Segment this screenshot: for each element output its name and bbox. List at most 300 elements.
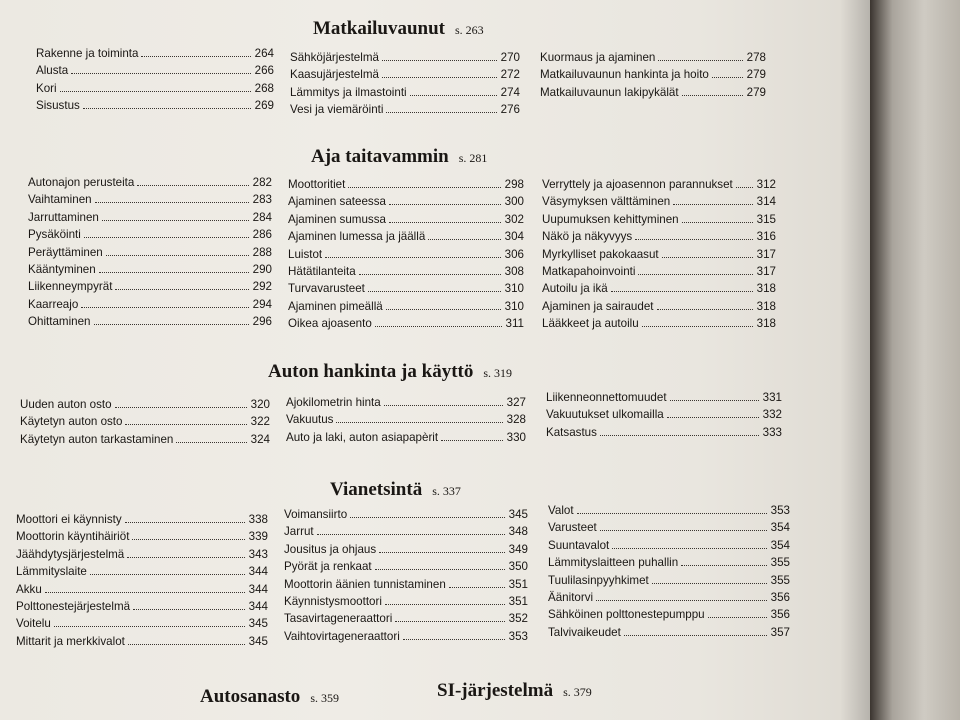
toc-entry-page: 352: [508, 612, 528, 626]
toc-entry-title: Katsastus: [546, 425, 597, 439]
toc-entry-title: Matkailuvaunun lakipykälät: [540, 85, 679, 99]
dot-leader: [71, 62, 250, 74]
toc-entry-page: 317: [756, 264, 776, 278]
footer-page: s. 379: [563, 685, 592, 699]
toc-entry: [290, 66, 520, 83]
toc-entry-title: Jousitus ja ohjaus: [284, 542, 377, 556]
toc-entry-page: 282: [252, 176, 272, 189]
toc-entry: [288, 211, 524, 228]
toc-entry: [548, 519, 790, 536]
dot-leader: [176, 431, 246, 443]
dot-leader: [736, 176, 753, 188]
toc-entry-page: 355: [770, 556, 790, 570]
toc-entry-page: 304: [504, 230, 524, 244]
dot-leader: [382, 66, 497, 78]
toc-entry: [28, 191, 272, 208]
toc-entry-title: Liikenneonnettomuudet: [546, 391, 667, 404]
toc-entry-title: Sisustus: [36, 99, 80, 113]
toc-entry-title: Käynnistysmoottori: [284, 594, 382, 608]
toc-entry-title: Lämmitys ja ilmastointi: [290, 85, 407, 99]
dot-leader: [600, 424, 759, 436]
toc-entry: [542, 228, 776, 245]
toc-entry-page: 279: [746, 85, 766, 99]
dot-leader: [375, 315, 502, 327]
toc-column: [546, 389, 782, 441]
toc-entry-page: 316: [756, 230, 776, 244]
footer-page: s. 359: [310, 691, 339, 705]
toc-entry: [36, 97, 274, 114]
toc-entry-page: 268: [254, 81, 274, 95]
toc-entry: [290, 49, 520, 66]
toc-entry: [284, 541, 528, 558]
toc-column: [288, 176, 524, 333]
toc-entry-title: Ohittaminen: [28, 315, 91, 329]
toc-entry-page: 296: [252, 315, 272, 329]
dot-leader: [325, 246, 500, 258]
toc-entry-title: Rakenne ja toiminta: [36, 47, 139, 60]
toc-entry: [28, 244, 272, 261]
toc-entry-page: 317: [756, 247, 776, 261]
toc-entry: [548, 572, 790, 589]
toc-entry-title: Moottorin käyntihäiriöt: [16, 530, 130, 544]
toc-entry: [16, 528, 268, 545]
toc-entry-page: 270: [500, 51, 520, 64]
toc-entry-title: Väsymyksen välttäminen: [542, 195, 671, 209]
section-page: s. 319: [483, 366, 513, 380]
toc-column: [290, 49, 520, 119]
toc-entry: [540, 49, 766, 66]
toc-entry: [548, 624, 790, 641]
dot-leader: [106, 244, 249, 256]
toc-entry: [36, 45, 274, 62]
dot-leader: [368, 280, 501, 292]
toc-entry: [546, 406, 782, 423]
toc-entry-page: 314: [756, 195, 776, 209]
toc-entry-title: Tasavirtageneraattori: [284, 612, 393, 626]
toc-entry-title: Alusta: [36, 64, 69, 78]
dot-leader: [395, 610, 504, 622]
toc-entry: [28, 261, 272, 278]
toc-entry: [542, 280, 776, 297]
dot-leader: [708, 606, 767, 618]
toc-entry: [288, 315, 524, 332]
toc-entry-title: Vakuutukset ulkomailla: [546, 408, 664, 422]
toc-entry-title: Vaihtaminen: [28, 193, 92, 207]
section-heading: [311, 146, 487, 168]
toc-entry-title: Moottori ei käynnisty: [16, 513, 122, 526]
toc-entry: [284, 523, 528, 540]
dot-leader: [386, 298, 501, 310]
toc-entry-title: Käytetyn auton tarkastaminen: [20, 432, 174, 446]
toc-entry: [28, 226, 272, 243]
toc-entry-page: 269: [254, 99, 274, 113]
dot-leader: [410, 84, 497, 96]
dot-leader: [317, 523, 505, 535]
dot-leader: [658, 49, 742, 61]
toc-entry: [540, 84, 766, 101]
dot-leader: [83, 97, 251, 109]
toc-entry-page: 344: [248, 599, 268, 613]
section-title: Vianetsintä: [330, 479, 423, 500]
toc-entry: [16, 511, 268, 528]
dot-leader: [350, 506, 505, 518]
toc-entry: [284, 506, 528, 523]
toc-entry: [546, 389, 782, 406]
toc-entry: [288, 280, 524, 297]
section-page: s. 337: [432, 484, 461, 498]
toc-entry: [546, 424, 782, 441]
toc-entry-title: Myrkylliset pakokaasut: [542, 247, 659, 261]
toc-entry: [286, 394, 526, 411]
toc-entry-title: Kaarreajo: [28, 297, 79, 311]
toc-entry: [284, 628, 528, 645]
toc-entry-page: 266: [254, 64, 274, 78]
toc-entry-page: 308: [504, 264, 524, 278]
toc-entry-page: 331: [762, 391, 782, 404]
toc-entry-title: Sähköinen polttonestepumppu: [548, 608, 705, 622]
toc-entry-title: Uuden auton osto: [20, 398, 112, 411]
toc-entry-page: 302: [504, 212, 524, 226]
toc-entry-title: Akku: [16, 582, 42, 596]
toc-entry: [286, 429, 526, 446]
toc-entry-page: 354: [770, 521, 790, 535]
section-page: s. 263: [454, 23, 484, 37]
toc-column: [284, 506, 528, 645]
toc-entry-title: Moottorin äänien tunnistaminen: [284, 577, 446, 591]
toc-entry-title: Lämmityslaite: [16, 565, 87, 579]
dot-leader: [128, 633, 245, 645]
toc-entry: [288, 176, 524, 193]
toc-entry-page: 356: [770, 590, 790, 604]
toc-entry-page: 315: [756, 212, 776, 226]
toc-entry-title: Uupumuksen kehittyminen: [542, 212, 679, 226]
toc-entry: [36, 80, 274, 97]
toc-entry-page: 310: [504, 299, 524, 313]
toc-entry-page: 351: [508, 577, 528, 591]
section-title: Matkailuvaunut: [313, 18, 445, 39]
toc-entry-title: Pysäköinti: [28, 228, 81, 242]
toc-entry-title: Oikea ajoasento: [288, 317, 372, 331]
toc-entry-title: Autonajon perusteita: [28, 176, 135, 189]
toc-entry-title: Kori: [36, 81, 57, 95]
toc-entry: [28, 313, 272, 330]
toc-entry-title: Ajaminen ja sairaudet: [542, 299, 654, 313]
toc-entry-title: Jarrut: [284, 525, 314, 539]
dot-leader: [389, 193, 501, 205]
toc-entry-page: 311: [505, 317, 524, 331]
toc-column: [28, 174, 272, 331]
toc-column: [286, 394, 526, 446]
dot-leader: [132, 528, 244, 540]
toc-entry: [288, 228, 524, 245]
page-gutter-shadow: [840, 0, 870, 720]
toc-entry: [20, 431, 270, 448]
toc-entry-title: Ajokilometrin hinta: [286, 396, 381, 409]
dot-leader: [600, 519, 767, 531]
toc-entry: [16, 633, 268, 650]
toc-entry-page: 292: [252, 280, 272, 294]
toc-entry: [16, 546, 268, 563]
dot-leader: [115, 396, 247, 408]
dot-leader: [667, 406, 759, 418]
dot-leader: [127, 546, 244, 558]
dot-leader: [99, 261, 249, 273]
toc-entry-title: Lämmityslaitteen puhallin: [548, 556, 679, 570]
dot-leader: [403, 628, 505, 640]
toc-entry: [16, 581, 268, 598]
toc-entry-title: Polttonestejärjestelmä: [16, 599, 131, 613]
toc-entry-page: 333: [762, 425, 782, 439]
dot-leader: [81, 296, 248, 308]
toc-entry-title: Ajaminen lumessa ja jäällä: [288, 230, 426, 244]
toc-entry: [286, 411, 526, 428]
toc-entry: [288, 298, 524, 315]
toc-entry-title: Hätätilanteita: [288, 264, 356, 278]
toc-entry-page: 272: [500, 68, 520, 82]
dot-leader: [54, 615, 245, 627]
toc-entry-title: Sähköjärjestelmä: [290, 51, 379, 64]
dot-leader: [635, 228, 752, 240]
toc-entry: [28, 209, 272, 226]
toc-entry-page: 286: [252, 228, 272, 242]
toc-entry-page: 327: [506, 396, 526, 409]
toc-entry: [548, 537, 790, 554]
toc-entry-page: 318: [756, 299, 776, 313]
toc-entry-page: 330: [506, 430, 526, 444]
dot-leader: [359, 263, 501, 275]
toc-entry-title: Kuormaus ja ajaminen: [540, 51, 656, 64]
dot-leader: [652, 572, 767, 584]
toc-entry-page: 343: [248, 547, 268, 561]
toc-entry-title: Talvivaikeudet: [548, 625, 621, 639]
toc-entry-title: Verryttely ja ajoasennon parannukset: [542, 178, 733, 191]
toc-entry-page: 322: [250, 415, 270, 429]
toc-entry-page: 344: [248, 565, 268, 579]
toc-entry-page: 345: [248, 634, 268, 648]
toc-entry: [542, 298, 776, 315]
toc-entry: [542, 246, 776, 263]
toc-entry-title: Vaihtovirtageneraattori: [284, 629, 400, 643]
toc-entry-title: Kääntyminen: [28, 262, 96, 276]
toc-entry: [36, 62, 274, 79]
dot-leader: [125, 413, 246, 425]
footer-heading-autosanasto: [200, 686, 339, 708]
toc-entry-title: Lääkkeet ja autoilu: [542, 317, 639, 331]
dot-leader: [611, 280, 753, 292]
dot-leader: [681, 554, 766, 566]
toc-entry-page: 312: [756, 178, 776, 191]
toc-entry-title: Tuulilasinpyyhkimet: [548, 573, 649, 587]
dot-leader: [125, 511, 245, 523]
dot-leader: [596, 589, 767, 601]
dot-leader: [336, 411, 502, 423]
toc-entry-page: 345: [508, 508, 528, 521]
dot-leader: [141, 45, 250, 57]
dot-leader: [662, 246, 753, 258]
dot-leader: [612, 537, 766, 549]
toc-entry-page: 332: [762, 408, 782, 422]
section-heading: [268, 361, 512, 383]
toc-column: [36, 45, 274, 115]
toc-entry-title: Ajaminen sumussa: [288, 212, 386, 226]
toc-entry-title: Kaasujärjestelmä: [290, 68, 379, 82]
toc-entry-title: Moottoritiet: [288, 178, 346, 191]
toc-entry-title: Pyörät ja renkaat: [284, 560, 372, 574]
dot-leader: [624, 624, 767, 636]
dot-leader: [389, 211, 501, 223]
dot-leader: [133, 598, 245, 610]
dot-leader: [379, 541, 504, 553]
toc-entry-title: Vesi ja viemäröinti: [290, 103, 384, 117]
toc-entry-title: Autoilu ja ikä: [542, 282, 608, 296]
toc-entry-page: 345: [248, 617, 268, 631]
toc-entry: [548, 502, 790, 519]
dot-leader: [673, 193, 752, 205]
toc-entry-title: Luistot: [288, 247, 323, 261]
dot-leader: [84, 226, 249, 238]
toc-entry: [542, 263, 776, 280]
toc-column: [540, 49, 766, 101]
footer-title: Autosanasto: [200, 686, 301, 707]
toc-entry-page: 294: [252, 297, 272, 311]
toc-entry: [284, 610, 528, 627]
toc-entry-title: Suuntavalot: [548, 538, 610, 552]
dot-leader: [384, 394, 503, 406]
toc-entry: [288, 263, 524, 280]
toc-entry: [28, 174, 272, 191]
section-title: Auton hankinta ja käyttö: [268, 361, 474, 382]
toc-entry-page: 306: [504, 247, 524, 261]
toc-entry: [16, 563, 268, 580]
toc-entry-page: 310: [504, 282, 524, 296]
dot-leader: [45, 581, 245, 593]
toc-entry-title: Valot: [548, 504, 574, 517]
toc-entry-title: Voitelu: [16, 617, 51, 631]
toc-entry: [542, 193, 776, 210]
toc-entry-page: 320: [250, 398, 270, 411]
toc-entry-page: 274: [500, 85, 520, 99]
toc-entry-page: 357: [770, 625, 790, 639]
toc-entry: [16, 615, 268, 632]
toc-entry-page: 278: [746, 51, 766, 64]
dot-leader: [95, 191, 249, 203]
toc-entry-title: Mittarit ja merkkivalot: [16, 634, 125, 648]
dot-leader: [385, 593, 505, 605]
toc-entry-page: 276: [500, 103, 520, 117]
toc-entry: [548, 606, 790, 623]
toc-entry-page: 300: [504, 195, 524, 209]
toc-entry-page: 353: [508, 629, 528, 643]
dot-leader: [137, 174, 248, 186]
toc-entry-page: 338: [248, 513, 268, 526]
toc-entry-page: 318: [756, 282, 776, 296]
toc-column: [542, 176, 776, 333]
footer-heading-si: [437, 680, 592, 702]
toc-entry-title: Käytetyn auton osto: [20, 415, 123, 429]
toc-entry-page: 353: [770, 504, 790, 517]
dot-leader: [670, 389, 759, 401]
toc-entry-page: 356: [770, 608, 790, 622]
toc-entry-title: Jäähdytysjärjestelmä: [16, 547, 125, 561]
dot-leader: [348, 176, 500, 188]
dot-leader: [682, 84, 743, 96]
dot-leader: [577, 502, 767, 514]
toc-entry-page: 318: [756, 317, 776, 331]
toc-entry-page: 355: [770, 573, 790, 587]
toc-entry: [540, 66, 766, 83]
toc-entry-title: Jarruttaminen: [28, 210, 99, 224]
dot-leader: [60, 80, 251, 92]
dot-leader: [428, 228, 500, 240]
section-title: Aja taitavammin: [311, 146, 449, 167]
toc-entry-page: 339: [248, 530, 268, 544]
toc-entry-page: 264: [254, 47, 274, 60]
dot-leader: [382, 49, 497, 61]
toc-entry-title: Varusteet: [548, 521, 597, 535]
dot-leader: [115, 278, 248, 290]
toc-entry: [20, 396, 270, 413]
toc-entry-title: Voimansiirto: [284, 508, 348, 521]
toc-entry: [284, 593, 528, 610]
section-page: s. 281: [458, 151, 488, 165]
dot-leader: [657, 298, 753, 310]
toc-entry-title: Peräyttäminen: [28, 245, 103, 259]
toc-entry-page: 324: [250, 432, 270, 446]
dot-leader: [375, 558, 505, 570]
toc-entry-page: 328: [506, 413, 526, 427]
dot-leader: [449, 576, 505, 588]
dot-leader: [712, 66, 743, 78]
toc-entry-page: 349: [508, 542, 528, 556]
dot-leader: [682, 211, 753, 223]
toc-entry: [290, 101, 520, 118]
toc-entry-page: 354: [770, 538, 790, 552]
dot-leader: [441, 429, 503, 441]
toc-entry: [290, 84, 520, 101]
toc-entry: [28, 296, 272, 313]
toc-column: [20, 396, 270, 448]
toc-entry-page: 344: [248, 582, 268, 596]
dot-leader: [90, 563, 245, 575]
toc-entry-title: Matkapahoinvointi: [542, 264, 636, 278]
toc-entry: [542, 211, 776, 228]
toc-entry: [542, 176, 776, 193]
toc-entry: [288, 193, 524, 210]
toc-entry-page: 283: [252, 193, 272, 207]
toc-entry: [288, 246, 524, 263]
toc-entry-page: 351: [508, 594, 528, 608]
toc-entry-page: 284: [252, 210, 272, 224]
toc-column: [548, 502, 790, 641]
toc-entry: [548, 554, 790, 571]
toc-entry-title: Äänitorvi: [548, 590, 594, 604]
dot-leader: [386, 101, 496, 113]
section-heading: [313, 18, 484, 40]
toc-entry: [542, 315, 776, 332]
toc-entry-page: 290: [252, 262, 272, 276]
toc-entry-title: Auto ja laki, auton asiapapèrit: [286, 430, 439, 444]
toc-entry-title: Ajaminen sateessa: [288, 195, 386, 209]
toc-entry-title: Matkailuvaunun hankinta ja hoito: [540, 68, 709, 82]
toc-entry-page: 288: [252, 245, 272, 259]
toc-column: [16, 511, 268, 650]
section-heading: [330, 479, 461, 501]
toc-entry-page: 298: [504, 178, 524, 191]
toc-entry-page: 279: [746, 68, 766, 82]
toc-entry-title: Näkö ja näkyvyys: [542, 230, 633, 244]
dot-leader: [642, 315, 753, 327]
toc-entry-title: Turvavarusteet: [288, 282, 365, 296]
